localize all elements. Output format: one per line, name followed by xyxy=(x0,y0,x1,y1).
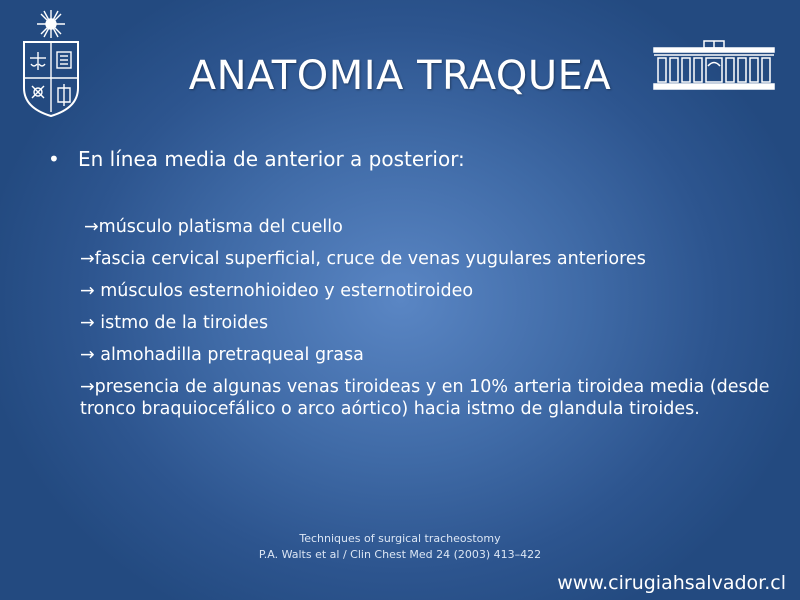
list-item: →fascia cervical superficial, cruce de venas yugulares anteriores xyxy=(80,249,646,269)
list-item: → músculos esternohioideo y esternotiroideo xyxy=(80,281,474,301)
bullet-symbol: • xyxy=(48,147,60,171)
list-item: →presencia de algunas venas tiroideas y en 10% arteria tiroidea media (desde tronco braquiocefálico o arco aórtico) hacia istmo de glandula tiroides. xyxy=(80,377,770,419)
bullet-heading: En línea media de anterior a posterior: xyxy=(78,147,465,171)
bullet-heading-row xyxy=(48,144,768,174)
slide-title: ANATOMIA TRAQUEA xyxy=(188,53,612,99)
anatomy-list xyxy=(80,216,780,430)
reference-citation xyxy=(0,531,800,563)
list-item: →músculo platisma del cuello xyxy=(84,217,343,237)
website-url: www.cirugiahsalvador.cl xyxy=(557,572,786,594)
reference-source: P.A. Walts et al / Clin Chest Med 24 (2003) 413–422 xyxy=(258,548,542,561)
list-item: → istmo de la tiroides xyxy=(80,313,269,333)
reference-title: Techniques of surgical tracheostomy xyxy=(299,532,501,545)
list-item: → almohadilla pretraqueal grasa xyxy=(80,345,364,365)
